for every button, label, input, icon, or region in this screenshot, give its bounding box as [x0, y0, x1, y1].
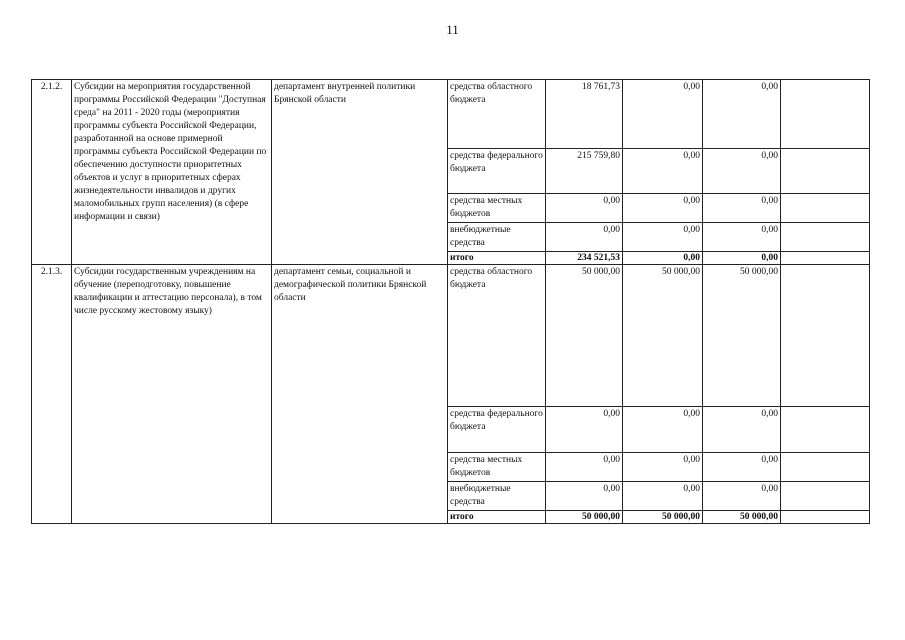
row-executor: департамент внутренней политики Брянской области — [272, 80, 448, 265]
value-cell: 0,00 — [546, 482, 623, 511]
value-cell: 0,00 — [703, 80, 781, 149]
source-name: средства федерального бюджета — [448, 407, 546, 453]
value-cell: 0,00 — [703, 194, 781, 223]
row-code: 2.1.3. — [32, 265, 72, 524]
row-title: Субсидии на мероприятия государственной программы Российской Федерации "Доступная среда" на 2011 - 2020 годы (мероприятия программы субъекта Российской Федерации, разработанной на основе примерной программы субъекта Российской Федерации по обеспечению доступности приоритетных объектов и услуг в приоритетных сферах жизнедеятельности инвалидов и других маломобильных групп населения) (в сфере информации и связи) — [72, 80, 272, 265]
value-cell: 50 000,00 — [703, 265, 781, 407]
value-cell: 18 761,73 — [546, 80, 623, 149]
value-cell: 0,00 — [703, 149, 781, 194]
row-code: 2.1.2. — [32, 80, 72, 265]
total-label: итого — [448, 252, 546, 265]
value-cell: 0,00 — [623, 407, 703, 453]
table-row — [32, 80, 870, 149]
value-cell: 50 000,00 — [623, 265, 703, 407]
value-cell: 0,00 — [546, 223, 623, 252]
value-cell: 0,00 — [546, 194, 623, 223]
total-value: 50 000,00 — [703, 511, 781, 524]
value-cell: 0,00 — [623, 149, 703, 194]
empty-cell — [781, 511, 870, 524]
empty-cell — [781, 252, 870, 265]
total-value: 234 521,53 — [546, 252, 623, 265]
value-cell: 0,00 — [546, 407, 623, 453]
value-cell: 0,00 — [623, 80, 703, 149]
empty-cell — [781, 223, 870, 252]
value-cell: 0,00 — [546, 453, 623, 482]
value-cell: 215 759,80 — [546, 149, 623, 194]
empty-cell — [781, 265, 870, 407]
value-cell: 0,00 — [703, 453, 781, 482]
empty-cell — [781, 407, 870, 453]
value-cell: 50 000,00 — [546, 265, 623, 407]
source-name: средства областного бюджета — [448, 265, 546, 407]
page-number: 11 — [446, 22, 459, 37]
total-value: 50 000,00 — [546, 511, 623, 524]
row-executor: департамент семьи, социальной и демографической политики Брянской области — [272, 265, 448, 524]
budget-table — [31, 79, 870, 524]
source-name: внебюджетные средства — [448, 223, 546, 252]
value-cell: 0,00 — [703, 407, 781, 453]
source-name: средства местных бюджетов — [448, 453, 546, 482]
table-row — [32, 265, 870, 407]
empty-cell — [781, 194, 870, 223]
value-cell: 0,00 — [623, 453, 703, 482]
source-name: средства местных бюджетов — [448, 194, 546, 223]
source-name: внебюджетные средства — [448, 482, 546, 511]
empty-cell — [781, 482, 870, 511]
total-value: 0,00 — [623, 252, 703, 265]
source-name: средства областного бюджета — [448, 80, 546, 149]
empty-cell — [781, 80, 870, 149]
value-cell: 0,00 — [623, 194, 703, 223]
total-label: итого — [448, 511, 546, 524]
value-cell: 0,00 — [623, 482, 703, 511]
total-value: 0,00 — [703, 252, 781, 265]
row-title: Субсидии государственным учреждениям на обучение (переподготовку, повышение квалификации и аттестацию персонала), в том числе русскому жестовому языку) — [72, 265, 272, 524]
empty-cell — [781, 149, 870, 194]
value-cell: 0,00 — [623, 223, 703, 252]
value-cell: 0,00 — [703, 223, 781, 252]
empty-cell — [781, 453, 870, 482]
value-cell: 0,00 — [703, 482, 781, 511]
source-name: средства федерального бюджета — [448, 149, 546, 194]
total-value: 50 000,00 — [623, 511, 703, 524]
